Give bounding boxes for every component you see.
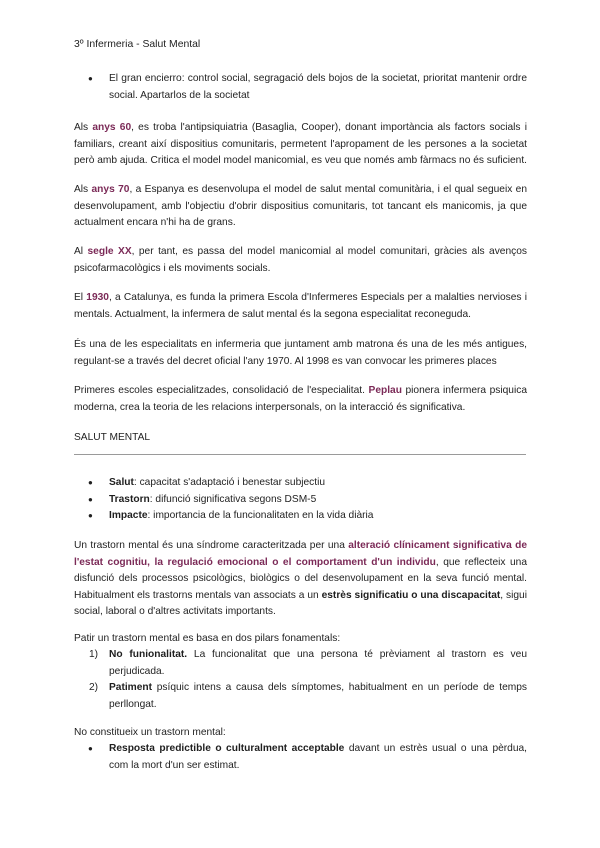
definition-item-trastorn: ● Trastorn: difunció significativa segons DSM-5 (74, 492, 527, 509)
paragraph-trastorn-mental: Un trastorn mental és una síndrome caracteritzada per una alteració clínicament significativa de l'estat cognitiu, la regulació emocional o el comportament d'un individu, que reflecteix una disfunció dels processos psicològics, biològics o del desenvolupament en la seva funció mental. Habitualment els trastorns mentals van associats a un estrès significatiu o una discapacitat, sigui social, laboral o d'altres activitats importants. (74, 540, 527, 618)
highlight-anys-70: anys 70 (91, 184, 130, 195)
highlight-peplau: Peplau (368, 385, 402, 396)
page-header: 3º Infermeria - Salut Mental (74, 39, 201, 50)
definitions-list (74, 475, 527, 525)
paragraph-peplau: Primeres escoles especialitzades, consolidació de l'especialitat. Peplau pionera infermera psiquica moderna, crea la teoria de les relacions interpersonals, on la interacció és significativa. (74, 385, 527, 413)
section-title: SALUT MENTAL (74, 432, 151, 443)
paragraph-anys-60: Als anys 60, es troba l'antipsiquiatria (Basaglia, Cooper), donant importància als factors socials i familiars, creant així dispositius comunitaris, permetent l'apropament de les persones a la societat però amb ajuda. Critica el model model manicomial, es veu que només amb fàrmacs no és suficient. (74, 122, 527, 167)
highlight-anys-60: anys 60 (92, 122, 132, 133)
not-disorder-intro: No constitueix un trastorn mental: (74, 727, 226, 738)
top-bullet-list (74, 71, 527, 104)
definition-item-salut: ● Salut: capacitat s'adaptació i benestar subjectiu (74, 475, 527, 492)
definition-item-impacte: ● Impacte: importancia de la funcionalitaten en la vida diària (74, 508, 527, 525)
paragraph-especialitat: És una de les especialitats en infermeria que juntament amb matrona és una de les més antigues, regulant-se a través del decret oficial l'any 1970. Al 1998 es van convocar les primeres places (74, 339, 527, 367)
not-disorder-list (74, 741, 527, 774)
pillars-intro: Patir un trastorn mental es basa en dos pilars fonamentals: (74, 633, 341, 644)
highlight-alteracio: alteració clínicament significativa de l'estat cognitiu, la regulació emocional o el comportament d'un individu (74, 540, 527, 568)
paragraph-segle-xx: Al segle XX, per tant, es passa del model manicomial al model comunitari, gràcies als avenços psicofarmacològics i els moviments socials. (74, 246, 527, 274)
section-divider (74, 454, 526, 455)
bold-estres: estrès significatiu o una discapacitat (321, 589, 501, 601)
pillars-list (74, 647, 527, 713)
pillar-item: 1) No funionalitat. La funcionalitat que una persona té prèviament al trastorn es veu perjudicada. (89, 649, 527, 677)
bullet-item: ● El gran encierro: control social, segragació dels bojos de la societat, prioritat mantenir ordre social. Apartarlos de la societat (74, 71, 527, 104)
highlight-segle-xx: segle XX (87, 246, 132, 257)
pillar-item: 2) Patiment psíquic intens a causa dels símptomes, habitualment en un període de temps perllongat. (89, 682, 527, 710)
paragraph-anys-70: Als anys 70, a Espanya es desenvolupa el model de salut mental comunitària, i el qual segueix en desenvolupament, amb l'objectiu d'obrir dispositius comunitaris, tot tancant els manicomis, ja que actualment encara n'hi ha de grans. (74, 184, 527, 229)
not-disorder-item: ● Resposta predictible o culturalment acceptable davant un estrès usual o una pèrdua, com la mort d'un ser estimat. (74, 741, 527, 774)
highlight-1930: 1930 (86, 292, 109, 303)
paragraph-1930: El 1930, a Catalunya, es funda la primera Escola d'Infermeres Especials per a malalties nervioses i mentals. Actualment, la infermera de salut mental és la segona especialitat reconeguda. (74, 292, 527, 320)
